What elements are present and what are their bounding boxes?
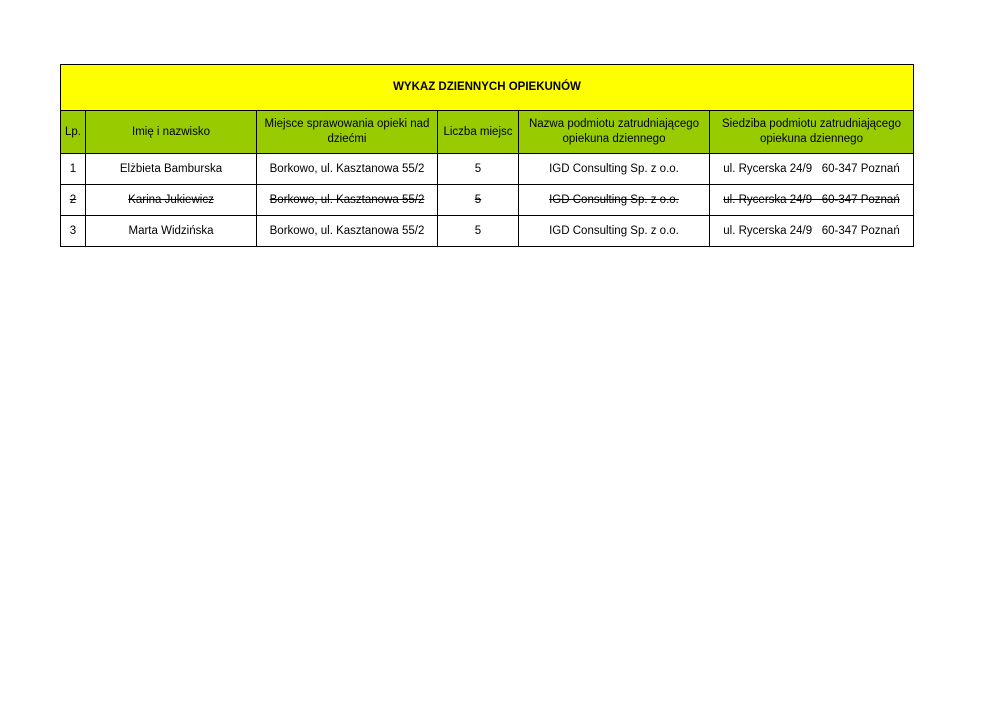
header-row [61, 111, 914, 154]
table-row [61, 216, 914, 247]
cell-employer: IGD Consulting Sp. z o.o. [519, 185, 710, 216]
cell-lp: 1 [61, 154, 86, 185]
cell-seats: 5 [438, 216, 519, 247]
table-title: WYKAZ DZIENNYCH OPIEKUNÓW [61, 65, 914, 111]
column-header-place: Miejsce sprawowania opieki nad dziećmi [257, 111, 438, 154]
table-row [61, 154, 914, 185]
cell-place: Borkowo, ul. Kasztanowa 55/2 [257, 185, 438, 216]
column-header-address: Siedziba podmiotu zatrudniającego opiekuna dziennego [710, 111, 914, 154]
cell-place: Borkowo, ul. Kasztanowa 55/2 [257, 216, 438, 247]
table-row [61, 185, 914, 216]
cell-employer: IGD Consulting Sp. z o.o. [519, 216, 710, 247]
cell-seats: 5 [438, 185, 519, 216]
cell-lp: 3 [61, 216, 86, 247]
caregivers-sheet [60, 64, 913, 247]
cell-seats: 5 [438, 154, 519, 185]
column-header-lp: Lp. [61, 111, 86, 154]
cell-address: ul. Rycerska 24/9 60-347 Poznań [710, 216, 914, 247]
cell-name: Karina Jukiewicz [86, 185, 257, 216]
cell-name: Elżbieta Bamburska [86, 154, 257, 185]
cell-name: Marta Widzińska [86, 216, 257, 247]
column-header-seats: Liczba miejsc [438, 111, 519, 154]
cell-lp: 2 [61, 185, 86, 216]
cell-place: Borkowo, ul. Kasztanowa 55/2 [257, 154, 438, 185]
title-row [61, 65, 914, 111]
cell-employer: IGD Consulting Sp. z o.o. [519, 154, 710, 185]
column-header-name: Imię i nazwisko [86, 111, 257, 154]
column-header-employer: Nazwa podmiotu zatrudniającego opiekuna dziennego [519, 111, 710, 154]
cell-address: ul. Rycerska 24/9 60-347 Poznań [710, 154, 914, 185]
caregivers-table [60, 64, 914, 247]
cell-address: ul. Rycerska 24/9 60-347 Poznań [710, 185, 914, 216]
